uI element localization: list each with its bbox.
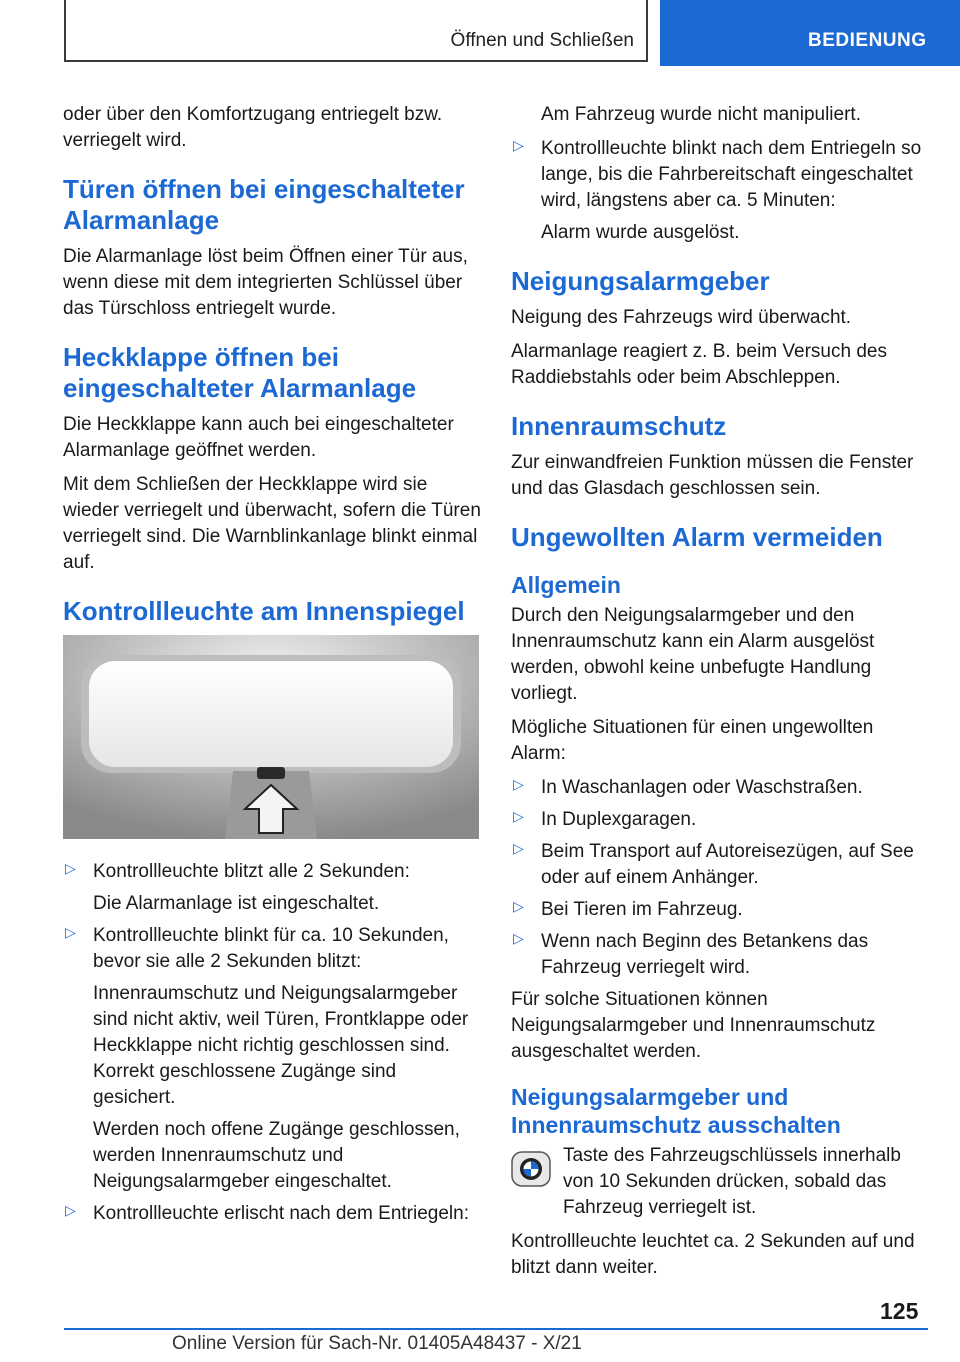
text-tueren: Die Alarmanlage löst beim Öffnen einer Tür aus, wenn diese mit dem integrierten Schlüssel über das Türschloss entriegelt wurde.	[63, 246, 468, 319]
triangle-right-icon: ▷	[513, 898, 524, 914]
text-heckklappe-1: Die Heckklappe kann auch bei eingeschalteter Alarmanlage geöffnet werden.	[63, 414, 454, 461]
text-ausschalten-2: Kontrollleuchte leuchtet ca. 2 Sekunden auf und blitzt dann weiter.	[511, 1231, 915, 1278]
left-column	[63, 102, 483, 1233]
triangle-right-icon: ▷	[65, 1202, 76, 1218]
situation-list	[511, 775, 931, 981]
text-heckklappe-2: Mit dem Schließen der Heckklappe wird sie wieder verriegelt und überwacht, sofern die Türen verriegelt sind. Die Warnblinkanlage blinkt einmal auf.	[63, 474, 481, 573]
heading-kontrollleuchte: Kontrollleuchte am Innenspiegel	[63, 596, 465, 626]
triangle-right-icon: ▷	[513, 137, 524, 153]
list-item: ▷ Bei Tieren im Fahrzeug.	[513, 898, 743, 920]
subheading-allgemein: Allgemein	[511, 572, 621, 598]
triangle-right-icon: ▷	[65, 860, 76, 876]
heading-neigungsalarmgeber: Neigungsalarmgeber	[511, 266, 770, 296]
text-allgemein-3: Für solche Situationen können Neigungsalarmgeber und Innenraumschutz ausgeschaltet werden.	[511, 989, 876, 1062]
list-item: ▷ In Duplexgaragen.	[513, 808, 697, 830]
list-item: ▷ Kontrollleuchte blinkt nach dem Entriegeln so lange, bis die Fahrbereitschaft eingeschaltet wird, längstens aber ca. 5 Minuten: Alarm wurde ausgelöst.	[513, 137, 922, 243]
text-allgemein-2: Mögliche Situationen für einen ungewollten Alarm:	[511, 717, 874, 764]
page-number: 125	[880, 1298, 919, 1324]
heading-tueren: Türen öffnen bei eingeschalteter Alarmanlage	[63, 174, 465, 235]
indicator-list-cont	[511, 136, 931, 246]
intro-text: oder über den Komfortzugang entriegelt bzw. verriegelt wird.	[63, 104, 443, 151]
text-neigung-1: Neigung des Fahrzeugs wird überwacht.	[511, 307, 852, 328]
heading-heckklappe: Heckklappe öffnen bei eingeschalteter Alarmanlage	[63, 342, 417, 403]
triangle-right-icon: ▷	[513, 808, 524, 824]
key-instruction: Taste des Fahrzeugschlüssels innerhalb von 10 Sekunden drücken, sobald das Fahrzeug verriegelt ist.	[511, 1143, 931, 1221]
section-tab	[660, 0, 960, 66]
chapter-title: Öffnen und Schließen	[450, 30, 634, 51]
list-item: ▷ Beim Transport auf Autoreisezügen, auf See oder auf einem Anhänger.	[513, 840, 914, 888]
footer-divider	[64, 1328, 928, 1330]
triangle-right-icon: ▷	[513, 840, 524, 856]
right-column	[511, 102, 931, 1289]
heading-ungewollt: Ungewollten Alarm vermeiden	[511, 522, 883, 552]
heading-ausschalten: Neigungsalarmgeber und Innenraumschutz ausschalten	[511, 1084, 841, 1138]
list-item: ▷ Kontrollleuchte blitzt alle 2 Sekunden: Die Alarmanlage ist eingeschaltet.	[65, 860, 410, 914]
triangle-right-icon: ▷	[513, 930, 524, 946]
mirror-illustration	[63, 635, 479, 839]
section-tab-label: BEDIENUNG	[808, 30, 927, 51]
heading-innenraumschutz: Innenraumschutz	[511, 411, 727, 441]
list-item: ▷ In Waschanlagen oder Waschstraßen.	[513, 776, 863, 798]
text-neigung-2: Alarmanlage reagiert z. B. beim Versuch des Raddiebstahls oder beim Abschleppen.	[511, 341, 887, 388]
bmw-key-icon	[511, 1149, 551, 1189]
header-frame	[64, 0, 648, 62]
page-header	[0, 0, 960, 66]
triangle-right-icon: ▷	[65, 924, 76, 940]
list-item: ▷ Kontrollleuchte blinkt für ca. 10 Sekunden, bevor sie alle 2 Sekunden blitzt: Innenraumschutz und Neigungsalarmgeber sind nicht aktiv, weil Türen, Frontklappe oder Heckklappe nicht richtig geschlossen sind. Korrekt geschlossene Zugänge sind gesichert. Werden noch offene Zugänge geschlossen, werden Innenraumschutz und Neigungsalarmgeber eingeschaltet.	[65, 924, 469, 1192]
list-item: ▷ Wenn nach Beginn des Betankens das Fahrzeug verriegelt wird.	[513, 930, 869, 978]
indicator-list	[63, 859, 483, 1227]
footer-version: Online Version für Sach-Nr. 01405A48437 - X/21	[172, 1333, 582, 1354]
bullet-continuation: Am Fahrzeug wurde nicht manipuliert.	[541, 104, 861, 125]
text-innenraum: Zur einwandfreien Funktion müssen die Fenster und das Glasdach geschlossen sein.	[511, 452, 914, 499]
triangle-right-icon: ▷	[513, 776, 524, 792]
list-item: ▷ Kontrollleuchte erlischt nach dem Entriegeln:	[65, 1202, 469, 1224]
text-allgemein-1: Durch den Neigungsalarmgeber und den Innenraumschutz kann ein Alarm ausgelöst werden, obwohl keine unbefugte Handlung vorliegt.	[511, 605, 875, 704]
